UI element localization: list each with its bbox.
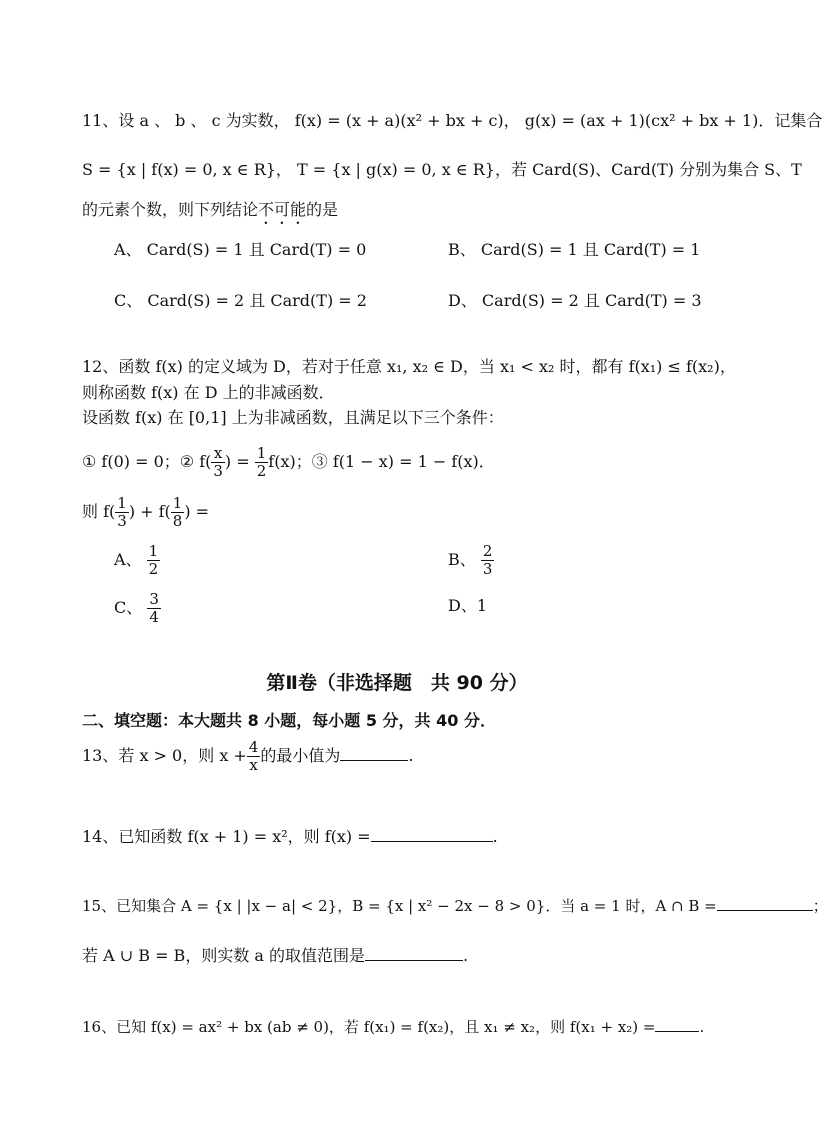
q12-stem-line2: 则称函数 f(x) 在 D 上的非减函数．: [82, 383, 335, 402]
section-heading: 二、填空题：本大题共 8 小题，每小题 5 分，共 40 分．: [82, 711, 496, 730]
q12-option-c: C、 $\frac{3}{4}$: [114, 590, 159, 626]
answer-blank: [655, 1017, 699, 1032]
section-title: 第Ⅱ卷（非选择题 共 90 分）: [266, 672, 528, 694]
fraction-option-a: $\frac{1}{2}$: [148, 542, 159, 578]
q12-question: 则 f( $\frac{1}{3}$ ) + f( $\frac{1}{8}$ ) =: [82, 494, 210, 530]
emphasis-text: 不可能: [258, 200, 307, 219]
q16: 16、已知 f(x) = ax² + bx (ab ≠ 0)，若 f(x₁) = f(x₂)，且 x₁ ≠ x₂，则 f(x₁ + x₂) = .: [82, 1018, 705, 1036]
q11-option-a: A、 Card(S) = 1 且 Card(T) = 0: [114, 240, 367, 259]
q12-stem-line1: 12、函数 f(x) 的定义域为 D，若对于任意 x₁, x₂ ∈ D，当 x₁ < x₂ 时，都有 f(x₁) ≤ f(x₂)，: [82, 357, 736, 376]
q12-stem-line3: 设函数 f(x) 在 [0,1] 上为非减函数，且满足以下三个条件：: [82, 408, 504, 427]
fraction-one-eighth: $\frac{1}{8}$: [172, 494, 183, 530]
answer-blank: [371, 827, 493, 842]
fraction-one-half: $\frac{1}{2}$: [256, 444, 267, 480]
fraction-x-over-3: $\frac{x}{3}$: [213, 444, 223, 480]
q13: 13、若 x > 0，则 x + $\frac{4}{x}$ 的最小值为 .: [82, 738, 414, 774]
q15-line2: 若 A ∪ B = B，则实数 a 的取值范围是 .: [82, 946, 469, 965]
q12-option-b: B、 $\frac{2}{3}$: [448, 542, 493, 578]
q11-option-c: C、 Card(S) = 2 且 Card(T) = 2: [114, 291, 367, 310]
answer-blank: [717, 896, 813, 911]
q15-line1: 15、已知集合 A = {x | |x − a| < 2}，B = {x | x² − 2x − 8 > 0}．当 a = 1 时，A ∩ B = ；: [82, 897, 828, 915]
q11-option-b: B、 Card(S) = 1 且 Card(T) = 1: [448, 240, 701, 259]
q14: 14、已知函数 f(x + 1) = x²，则 f(x) = .: [82, 827, 498, 846]
q12-conditions: ① f(0) = 0；② f( $\frac{x}{3}$ ) = $\frac{1}{2}$ f(x)；③ f(1 − x) = 1 − f(x)．: [82, 444, 495, 480]
q11-option-d: D、 Card(S) = 2 且 Card(T) = 3: [448, 291, 702, 310]
fraction-one-third: $\frac{1}{3}$: [117, 494, 127, 530]
fraction-option-c: $\frac{3}{4}$: [149, 590, 159, 626]
q12-option-a: A、 $\frac{1}{2}$: [114, 542, 159, 578]
q12-option-d: D、1: [448, 596, 488, 615]
q11-stem-line3: 的元素个数，则下列结论不可能的是: [82, 200, 339, 219]
fraction-4-over-x: $\frac{4}{x}$: [248, 738, 259, 774]
q11-stem-line1: 11、设 a 、 b 、 c 为实数， f(x) = (x + a)(x² + bx + c)， g(x) = (ax + 1)(cx² + bx + 1)．记集合: [82, 111, 823, 130]
q11-stem-line2: S = {x | f(x) = 0, x ∈ R}， T = {x | g(x) = 0, x ∈ R}，若 Card(S)、Card(T) 分别为集合 S、T: [82, 160, 802, 179]
answer-blank: [340, 746, 408, 761]
answer-blank: [365, 946, 463, 961]
fraction-option-b: $\frac{2}{3}$: [482, 542, 493, 578]
